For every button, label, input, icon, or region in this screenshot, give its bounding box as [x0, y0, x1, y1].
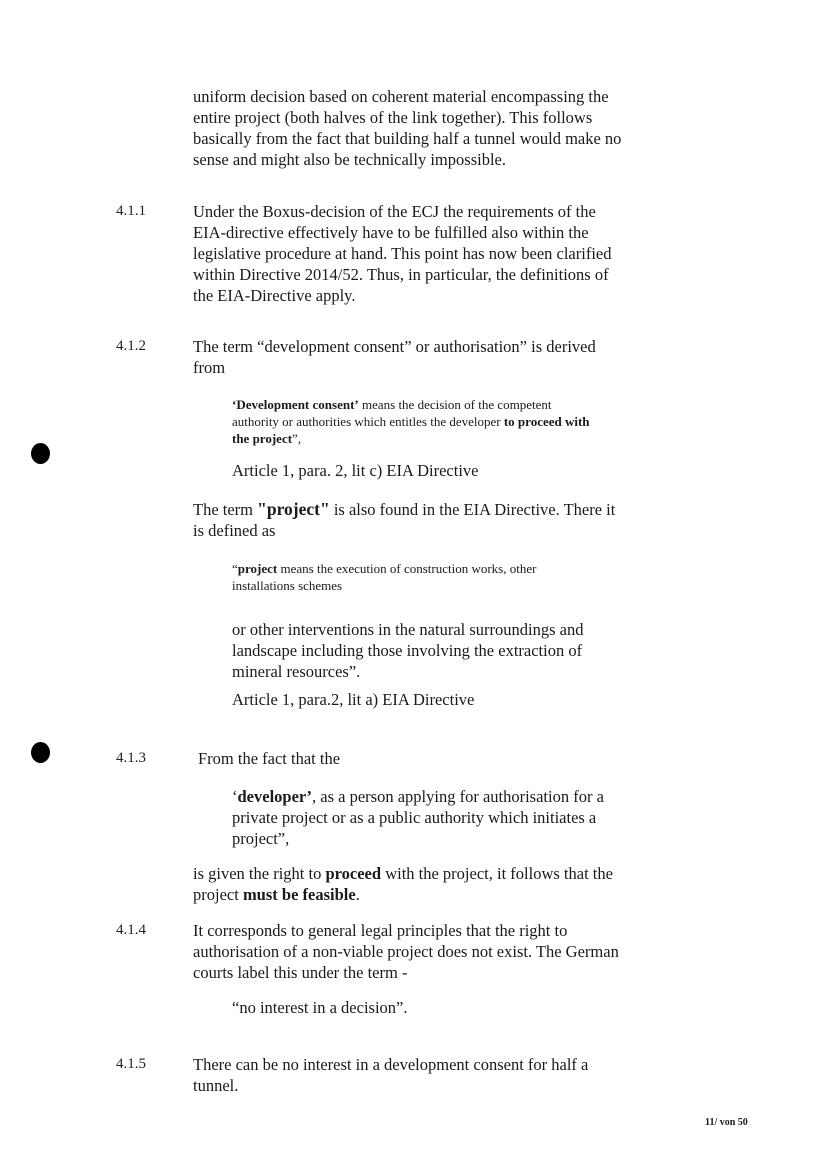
defined-term: project	[237, 561, 278, 576]
text-line: tunnel.	[193, 1076, 239, 1095]
emphasis: must be feasible	[242, 885, 356, 904]
text-line: EIA-directive effectively have to be fulfilled also within the	[193, 223, 589, 242]
text-line: or other interventions in the natural surroundings and	[232, 620, 584, 639]
text-line: authorisation of a non-viable project does not exist. The German	[193, 942, 619, 961]
section-number: 4.1.1	[116, 203, 146, 219]
intro-paragraph	[193, 86, 621, 170]
text-span: ‘	[232, 787, 238, 806]
text-span: .	[355, 885, 360, 904]
section-4-1-1-paragraph	[193, 201, 611, 306]
text-span: is also found in the EIA Directive. There it	[329, 500, 616, 519]
text-span: , as a person applying for authorisation for a	[312, 787, 604, 806]
text-span: means the execution of construction works, other	[277, 561, 537, 576]
no-interest-quote: “no interest in a decision”.	[232, 998, 408, 1017]
text-span: authority or authorities which entitles the developer	[232, 414, 504, 429]
section-4-1-3-conclusion	[193, 863, 613, 905]
punch-hole-mark	[31, 742, 50, 763]
text-span: ”,	[292, 431, 302, 446]
text-line: the EIA-Directive apply.	[193, 286, 356, 305]
punch-hole-mark	[31, 443, 50, 464]
text-line: within Directive 2014/52. Thus, in particular, the definitions of	[193, 265, 609, 284]
text-line: basically from the fact that building half a tunnel would make no	[193, 129, 622, 148]
text-line: is defined as	[193, 521, 276, 540]
text-span: The term	[193, 500, 258, 519]
text-line: landscape including those involving the extraction of	[232, 641, 583, 660]
text-line: The term “development consent” or authorisation” is derived	[193, 337, 596, 356]
emphasis: "project"	[257, 499, 330, 519]
text-line: private project or as a public authority which initiates a	[232, 808, 597, 827]
text-line: There can be no interest in a development consent for half a	[193, 1055, 589, 1074]
text-line: entire project (both halves of the link together). This follows	[193, 108, 593, 127]
text-line: installations schemes	[232, 578, 343, 593]
text-line: courts label this under the term -	[193, 963, 408, 982]
project-term-paragraph	[193, 499, 615, 541]
page-number: 11/ von 50	[705, 1117, 748, 1128]
emphasis: the project	[232, 431, 293, 446]
text-span: “	[232, 561, 238, 576]
emphasis: proceed	[325, 864, 382, 883]
text-line: legislative procedure at hand. This point has now been clarified	[193, 244, 612, 263]
defined-term: developer’	[237, 787, 313, 806]
text-line: from	[193, 358, 226, 377]
section-4-1-3-intro: From the fact that the	[198, 749, 341, 768]
citation: Article 1, para.2, lit a) EIA Directive	[232, 690, 475, 709]
text-line: project”,	[232, 829, 290, 848]
project-definition-quote-continued	[232, 619, 583, 682]
text-line: It corresponds to general legal principles that the right to	[193, 921, 568, 940]
defined-term: ‘Development consent’	[232, 397, 359, 412]
section-number: 4.1.2	[116, 338, 146, 354]
text-line: sense and might also be technically impossible.	[193, 150, 506, 169]
text-span: is given the right to	[193, 864, 326, 883]
text-line: mineral resources”.	[232, 662, 361, 681]
citation: Article 1, para. 2, lit c) EIA Directive	[232, 461, 479, 480]
text-line: Under the Boxus-decision of the ECJ the requirements of the	[193, 202, 596, 221]
section-4-1-5-paragraph	[193, 1054, 588, 1096]
project-definition-quote	[232, 560, 536, 594]
section-4-1-4-paragraph	[193, 920, 619, 983]
section-number: 4.1.5	[116, 1056, 146, 1072]
text-span: project	[193, 885, 243, 904]
development-consent-definition-quote	[232, 396, 590, 447]
emphasis: to proceed with	[503, 414, 590, 429]
developer-definition-quote	[232, 786, 604, 849]
section-number: 4.1.3	[116, 750, 146, 766]
text-span: with the project, it follows that the	[381, 864, 613, 883]
section-number: 4.1.4	[116, 922, 146, 938]
text-span: means the decision of the competent	[358, 397, 552, 412]
section-4-1-2-paragraph	[193, 336, 596, 378]
text-line: uniform decision based on coherent material encompassing the	[193, 87, 609, 106]
